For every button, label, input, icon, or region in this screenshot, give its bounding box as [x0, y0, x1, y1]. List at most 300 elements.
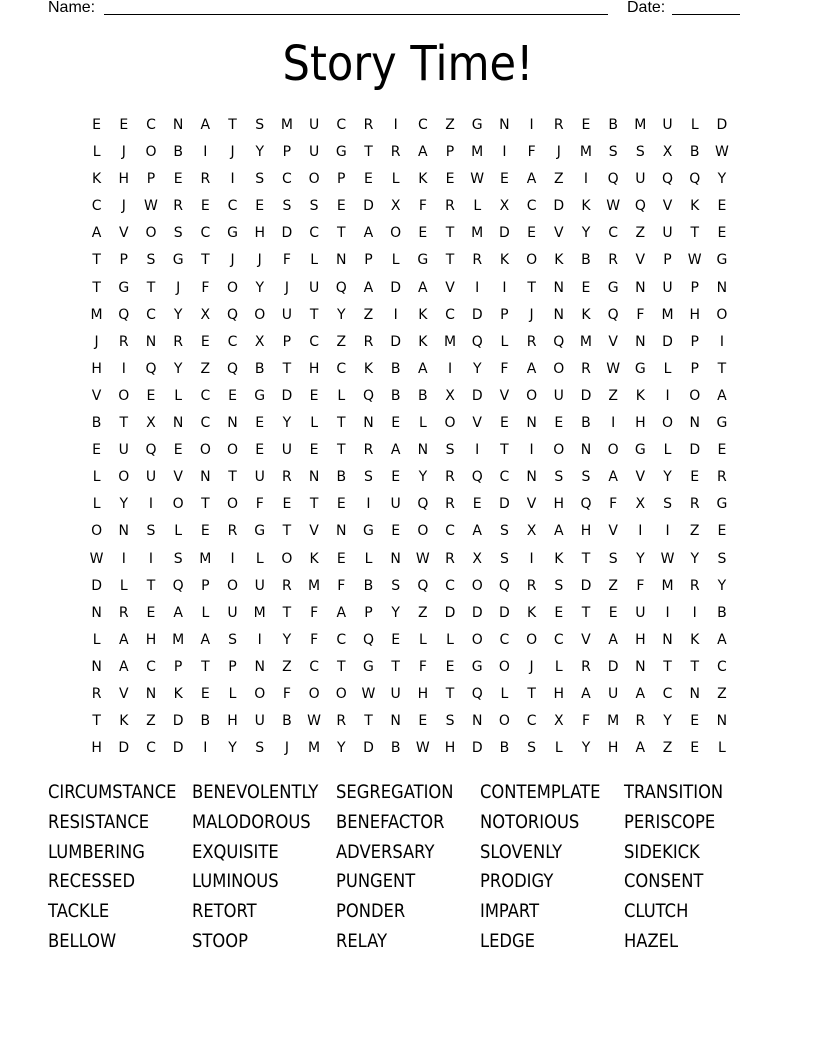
grid-letter[interactable]: N	[716, 713, 728, 730]
grid-letter[interactable]: Y	[663, 713, 672, 730]
grid-letter[interactable]: T	[391, 658, 400, 675]
grid-letter[interactable]: R	[118, 333, 129, 350]
grid-letter[interactable]: T	[445, 225, 455, 242]
grid-letter[interactable]: C	[445, 577, 455, 594]
grid-letter[interactable]: G	[716, 496, 728, 513]
grid-letter[interactable]: Q	[580, 496, 592, 513]
grid-letter[interactable]: C	[200, 225, 211, 242]
grid-letter[interactable]: A	[472, 523, 482, 540]
grid-letter[interactable]: S	[499, 550, 509, 567]
grid-letter[interactable]: S	[581, 469, 591, 486]
grid-letter[interactable]: Q	[689, 171, 701, 188]
grid-letter[interactable]: R	[635, 713, 646, 730]
grid-letter[interactable]: N	[91, 658, 102, 675]
grid-letter[interactable]: A	[553, 523, 564, 540]
grid-letter[interactable]: A	[418, 144, 428, 161]
grid-letter[interactable]: H	[553, 685, 565, 702]
grid-letter[interactable]: B	[200, 713, 211, 730]
grid-letter[interactable]: Z	[635, 225, 646, 242]
grid-letter[interactable]: Z	[662, 740, 673, 757]
grid-letter[interactable]: V	[635, 469, 646, 486]
grid-letter[interactable]: D	[499, 496, 510, 513]
grid-letter[interactable]: R	[173, 198, 184, 215]
grid-letter[interactable]: E	[146, 387, 156, 404]
grid-letter[interactable]: E	[309, 442, 319, 459]
grid-letter[interactable]: I	[148, 496, 154, 513]
grid-letter[interactable]: P	[282, 144, 292, 161]
grid-letter[interactable]: K	[635, 387, 645, 404]
grid-letter[interactable]: W	[687, 252, 702, 269]
grid-letter[interactable]: D	[471, 306, 483, 323]
grid-letter[interactable]: A	[173, 604, 183, 621]
grid-letter[interactable]: N	[689, 685, 700, 702]
grid-letter[interactable]: L	[119, 577, 128, 594]
grid-letter[interactable]: M	[308, 740, 321, 757]
grid-letter[interactable]: E	[391, 631, 401, 648]
grid-letter[interactable]: F	[310, 631, 319, 648]
grid-letter[interactable]: H	[635, 415, 646, 432]
grid-letter[interactable]: P	[337, 171, 346, 188]
grid-letter[interactable]: E	[690, 713, 700, 730]
grid-letter[interactable]: E	[499, 171, 509, 188]
grid-letter[interactable]: U	[145, 469, 157, 486]
grid-letter[interactable]: S	[608, 144, 618, 161]
grid-letter[interactable]: J	[121, 198, 126, 215]
grid-letter[interactable]: Q	[662, 171, 674, 188]
grid-letter[interactable]: K	[363, 360, 374, 377]
grid-letter[interactable]: T	[445, 685, 455, 702]
grid-letter[interactable]: O	[716, 306, 728, 323]
grid-letter[interactable]: N	[716, 279, 728, 296]
grid-letter[interactable]: J	[94, 333, 99, 350]
grid-letter[interactable]: I	[203, 740, 208, 757]
grid-letter[interactable]: N	[227, 415, 238, 432]
grid-letter[interactable]: G	[634, 442, 646, 459]
grid-letter[interactable]: H	[553, 496, 565, 513]
grid-letter[interactable]: A	[608, 469, 618, 486]
grid-letter[interactable]: G	[335, 144, 347, 161]
grid-letter[interactable]: T	[337, 415, 346, 432]
grid-letter[interactable]: Q	[471, 685, 483, 702]
grid-letter[interactable]: C	[499, 469, 510, 486]
grid-letter[interactable]: C	[662, 685, 673, 702]
grid-letter[interactable]: V	[635, 252, 646, 269]
grid-letter[interactable]: M	[607, 713, 620, 730]
grid-letter[interactable]: E	[717, 225, 727, 242]
grid-letter[interactable]: L	[500, 333, 509, 350]
grid-letter[interactable]: D	[471, 740, 483, 757]
grid-letter[interactable]: R	[689, 496, 700, 513]
grid-letter[interactable]: I	[583, 171, 589, 188]
grid-letter[interactable]: T	[228, 117, 237, 133]
grid-letter[interactable]: E	[581, 279, 591, 296]
grid-letter[interactable]: Y	[255, 279, 264, 296]
grid-letter[interactable]: N	[145, 685, 157, 702]
grid-letter[interactable]: R	[445, 198, 455, 215]
grid-letter[interactable]: T	[309, 496, 319, 513]
grid-letter[interactable]: O	[526, 252, 538, 269]
grid-letter[interactable]: A	[635, 685, 646, 702]
grid-letter[interactable]: J	[176, 279, 181, 296]
grid-letter[interactable]: S	[445, 442, 455, 459]
grid-letter[interactable]: Q	[362, 631, 374, 648]
grid-letter[interactable]: L	[418, 415, 427, 432]
grid-letter[interactable]: X	[200, 306, 211, 323]
grid-letter[interactable]: C	[146, 306, 156, 323]
grid-letter[interactable]: O	[471, 577, 483, 594]
grid-letter[interactable]: I	[665, 604, 670, 621]
grid-letter[interactable]: Q	[471, 469, 483, 486]
grid-letter[interactable]: P	[690, 360, 699, 377]
grid-letter[interactable]: C	[227, 198, 238, 215]
grid-letter[interactable]: Q	[227, 306, 239, 323]
grid-letter[interactable]: T	[527, 279, 536, 296]
grid-letter[interactable]: E	[200, 198, 210, 215]
grid-letter[interactable]: M	[90, 306, 103, 323]
grid-letter[interactable]: N	[172, 117, 184, 133]
grid-letter[interactable]: Y	[173, 306, 183, 323]
grid-letter[interactable]: L	[663, 360, 672, 377]
grid-letter[interactable]: E	[554, 604, 564, 621]
grid-letter[interactable]: W	[606, 360, 621, 377]
grid-letter[interactable]: A	[608, 631, 618, 648]
grid-letter[interactable]: K	[309, 550, 319, 567]
grid-letter[interactable]: L	[554, 740, 563, 757]
grid-letter[interactable]: Y	[690, 550, 699, 567]
grid-letter[interactable]: C	[146, 740, 156, 757]
grid-letter[interactable]: I	[638, 523, 643, 540]
grid-letter[interactable]: N	[390, 550, 401, 567]
grid-letter[interactable]: Z	[200, 360, 211, 377]
grid-letter[interactable]: G	[634, 360, 646, 377]
grid-letter[interactable]: B	[608, 117, 618, 133]
grid-letter[interactable]: F	[418, 198, 427, 215]
grid-letter[interactable]: H	[254, 225, 265, 242]
grid-letter[interactable]: V	[608, 333, 618, 350]
grid-letter[interactable]: R	[608, 252, 619, 269]
grid-letter[interactable]: T	[717, 360, 727, 377]
grid-letter[interactable]: O	[308, 685, 320, 702]
grid-letter[interactable]: H	[689, 306, 700, 323]
grid-letter[interactable]: K	[581, 198, 591, 215]
grid-letter[interactable]: N	[635, 333, 646, 350]
grid-letter[interactable]: T	[201, 496, 210, 513]
grid-letter[interactable]: A	[363, 225, 374, 242]
grid-letter[interactable]: R	[390, 144, 401, 161]
grid-letter[interactable]: T	[228, 469, 237, 486]
grid-letter[interactable]: Q	[634, 198, 646, 215]
grid-letter[interactable]: A	[717, 387, 727, 404]
grid-letter[interactable]: O	[227, 442, 239, 459]
grid-letter[interactable]: O	[553, 360, 565, 377]
grid-letter[interactable]: S	[608, 550, 618, 567]
grid-letter[interactable]: D	[689, 442, 701, 459]
grid-letter[interactable]: V	[91, 387, 102, 404]
grid-letter[interactable]: G	[172, 252, 184, 269]
grid-letter[interactable]: R	[91, 685, 102, 702]
grid-letter[interactable]: W	[361, 685, 376, 702]
grid-letter[interactable]: S	[635, 144, 645, 161]
grid-letter[interactable]: H	[91, 360, 102, 377]
grid-letter[interactable]: F	[418, 658, 427, 675]
grid-letter[interactable]: J	[529, 658, 534, 675]
grid-letter[interactable]: U	[281, 306, 293, 323]
grid-letter[interactable]: S	[146, 252, 156, 269]
grid-letter[interactable]: K	[418, 171, 428, 188]
grid-letter[interactable]: E	[391, 469, 401, 486]
grid-letter[interactable]: U	[662, 225, 673, 242]
grid-letter[interactable]: E	[255, 198, 265, 215]
grid-letter[interactable]: T	[282, 604, 292, 621]
grid-letter[interactable]: D	[444, 604, 456, 621]
grid-letter[interactable]: M	[471, 225, 484, 242]
grid-letter[interactable]: U	[662, 279, 673, 296]
grid-letter[interactable]: V	[608, 523, 618, 540]
grid-letter[interactable]: E	[527, 225, 537, 242]
grid-letter[interactable]: I	[719, 333, 724, 350]
grid-letter[interactable]: J	[529, 306, 534, 323]
grid-letter[interactable]: D	[580, 387, 592, 404]
grid-letter[interactable]: C	[526, 198, 537, 215]
grid-letter[interactable]: O	[227, 577, 239, 594]
grid-letter[interactable]: E	[282, 496, 292, 513]
grid-letter[interactable]: L	[92, 144, 101, 161]
grid-letter[interactable]: I	[529, 117, 534, 133]
grid-letter[interactable]: F	[636, 577, 645, 594]
grid-letter[interactable]: O	[145, 225, 157, 242]
grid-letter[interactable]: D	[91, 577, 102, 594]
grid-letter[interactable]: S	[255, 740, 265, 757]
grid-letter[interactable]: R	[553, 117, 564, 133]
grid-letter[interactable]: G	[471, 658, 483, 675]
grid-letter[interactable]: P	[119, 252, 128, 269]
grid-letter[interactable]: P	[690, 333, 699, 350]
grid-letter[interactable]: X	[526, 523, 537, 540]
grid-letter[interactable]: W	[714, 144, 729, 161]
grid-letter[interactable]: D	[390, 333, 402, 350]
grid-letter[interactable]: E	[336, 550, 346, 567]
grid-letter[interactable]: I	[121, 360, 126, 377]
grid-letter[interactable]: A	[363, 279, 374, 296]
grid-letter[interactable]: S	[309, 198, 319, 215]
grid-letter[interactable]: I	[257, 631, 262, 648]
grid-letter[interactable]: R	[445, 550, 455, 567]
grid-letter[interactable]: X	[472, 550, 483, 567]
grid-letter[interactable]: U	[308, 144, 320, 161]
grid-letter[interactable]: P	[364, 252, 373, 269]
grid-letter[interactable]: Q	[553, 333, 565, 350]
grid-letter[interactable]: D	[281, 387, 293, 404]
grid-letter[interactable]: L	[255, 550, 264, 567]
grid-letter[interactable]: F	[500, 360, 509, 377]
grid-letter[interactable]: B	[254, 360, 265, 377]
grid-letter[interactable]: U	[553, 387, 564, 404]
grid-letter[interactable]: Q	[227, 360, 239, 377]
grid-letter[interactable]: L	[201, 604, 210, 621]
grid-letter[interactable]: K	[581, 306, 591, 323]
grid-letter[interactable]: E	[418, 225, 428, 242]
grid-letter[interactable]: U	[635, 604, 646, 621]
grid-letter[interactable]: Z	[282, 658, 292, 675]
grid-letter[interactable]: Z	[363, 306, 374, 323]
grid-letter[interactable]: F	[636, 306, 645, 323]
grid-letter[interactable]: R	[581, 360, 591, 377]
grid-letter[interactable]: K	[119, 713, 129, 730]
grid-letter[interactable]: B	[91, 415, 102, 432]
grid-letter[interactable]: N	[471, 713, 483, 730]
grid-letter[interactable]: T	[119, 415, 129, 432]
grid-letter[interactable]: L	[690, 117, 699, 133]
grid-letter[interactable]: J	[230, 144, 235, 161]
grid-letter[interactable]: E	[391, 523, 401, 540]
grid-letter[interactable]: E	[608, 604, 618, 621]
grid-letter[interactable]: G	[417, 252, 429, 269]
grid-letter[interactable]: P	[364, 604, 373, 621]
grid-letter[interactable]: E	[554, 415, 564, 432]
grid-letter[interactable]: U	[390, 496, 401, 513]
grid-letter[interactable]: S	[255, 117, 265, 133]
grid-letter[interactable]: E	[309, 387, 319, 404]
grid-letter[interactable]: C	[445, 306, 455, 323]
grid-letter[interactable]: X	[390, 198, 401, 215]
grid-letter[interactable]: W	[660, 550, 675, 567]
grid-letter[interactable]: R	[717, 469, 727, 486]
grid-letter[interactable]: L	[663, 442, 672, 459]
grid-letter[interactable]: O	[227, 496, 239, 513]
grid-letter[interactable]: D	[363, 198, 374, 215]
grid-letter[interactable]: S	[173, 225, 183, 242]
grid-letter[interactable]: W	[606, 198, 621, 215]
grid-letter[interactable]: L	[228, 685, 237, 702]
grid-letter[interactable]: E	[472, 496, 482, 513]
grid-letter[interactable]: O	[498, 713, 510, 730]
grid-letter[interactable]: E	[228, 387, 237, 404]
grid-letter[interactable]: A	[91, 225, 102, 242]
grid-letter[interactable]: Q	[417, 496, 429, 513]
grid-letter[interactable]: M	[253, 604, 266, 621]
grid-letter[interactable]: B	[717, 604, 727, 621]
grid-letter[interactable]: N	[662, 631, 673, 648]
grid-letter[interactable]: R	[200, 171, 211, 188]
grid-letter[interactable]: P	[146, 171, 156, 188]
grid-letter[interactable]: C	[717, 658, 727, 675]
grid-letter[interactable]: U	[281, 442, 293, 459]
grid-letter[interactable]: E	[119, 117, 129, 133]
grid-letter[interactable]: B	[173, 144, 183, 161]
grid-letter[interactable]: D	[281, 225, 293, 242]
grid-letter[interactable]: L	[337, 387, 346, 404]
grid-letter[interactable]: K	[527, 604, 537, 621]
grid-letter[interactable]: O	[526, 387, 538, 404]
grid-letter[interactable]: O	[390, 225, 402, 242]
grid-letter[interactable]: T	[201, 252, 210, 269]
grid-letter[interactable]: O	[689, 387, 701, 404]
grid-letter[interactable]: Z	[553, 171, 564, 188]
grid-letter[interactable]: I	[502, 279, 507, 296]
grid-letter[interactable]: U	[390, 685, 401, 702]
grid-letter[interactable]: W	[307, 713, 322, 730]
grid-letter[interactable]: T	[581, 604, 591, 621]
grid-letter[interactable]: D	[471, 387, 483, 404]
grid-letter[interactable]: M	[661, 306, 674, 323]
grid-letter[interactable]: K	[173, 685, 183, 702]
grid-letter[interactable]: W	[470, 171, 485, 188]
grid-letter[interactable]: P	[500, 306, 509, 323]
grid-letter[interactable]: C	[309, 333, 319, 350]
grid-letter[interactable]: T	[500, 442, 509, 459]
grid-letter[interactable]: Q	[607, 306, 619, 323]
grid-letter[interactable]: B	[581, 252, 591, 269]
grid-letter[interactable]: K	[418, 333, 428, 350]
grid-letter[interactable]: E	[255, 415, 265, 432]
grid-letter[interactable]: S	[445, 713, 455, 730]
grid-letter[interactable]: L	[174, 523, 183, 540]
grid-letter[interactable]: V	[118, 685, 129, 702]
grid-letter[interactable]: Y	[282, 631, 292, 648]
grid-letter[interactable]: E	[499, 415, 509, 432]
grid-letter[interactable]: M	[199, 550, 212, 567]
grid-letter[interactable]: A	[118, 631, 129, 648]
grid-letter[interactable]: D	[172, 713, 184, 730]
grid-letter[interactable]: O	[199, 442, 211, 459]
grid-letter[interactable]: N	[308, 469, 320, 486]
grid-letter[interactable]: R	[363, 333, 374, 350]
grid-letter[interactable]: K	[554, 252, 564, 269]
grid-letter[interactable]: Q	[145, 442, 157, 459]
grid-letter[interactable]: S	[554, 577, 564, 594]
grid-letter[interactable]: D	[172, 740, 184, 757]
grid-letter[interactable]: Z	[445, 117, 455, 133]
grid-letter[interactable]: E	[717, 442, 727, 459]
grid-letter[interactable]: G	[227, 225, 238, 242]
grid-letter[interactable]: S	[663, 496, 672, 513]
grid-letter[interactable]: E	[581, 117, 591, 133]
grid-letter[interactable]: I	[121, 550, 126, 567]
grid-letter[interactable]: O	[227, 279, 239, 296]
grid-letter[interactable]: O	[118, 387, 130, 404]
grid-letter[interactable]: V	[526, 496, 537, 513]
grid-letter[interactable]: N	[363, 415, 374, 432]
grid-letter[interactable]: C	[146, 117, 156, 133]
grid-letter[interactable]: O	[444, 415, 456, 432]
grid-letter[interactable]: T	[690, 225, 699, 242]
grid-letter[interactable]: K	[554, 550, 564, 567]
grid-letter[interactable]: J	[556, 144, 561, 161]
grid-letter[interactable]: I	[611, 415, 616, 432]
grid-letter[interactable]: T	[201, 658, 210, 675]
grid-letter[interactable]: H	[118, 171, 130, 188]
name-blank-line[interactable]	[104, 14, 608, 15]
grid-letter[interactable]: C	[336, 631, 347, 648]
grid-letter[interactable]: U	[608, 685, 619, 702]
grid-letter[interactable]: N	[526, 415, 537, 432]
grid-letter[interactable]: F	[527, 144, 536, 161]
grid-letter[interactable]: W	[89, 550, 104, 567]
grid-letter[interactable]: Y	[717, 171, 727, 188]
grid-letter[interactable]: D	[499, 604, 510, 621]
grid-letter[interactable]: T	[282, 360, 292, 377]
grid-letter[interactable]: T	[663, 658, 672, 675]
grid-letter[interactable]: W	[415, 550, 430, 567]
grid-letter[interactable]: M	[579, 144, 593, 161]
grid-letter[interactable]: E	[200, 523, 210, 540]
grid-letter[interactable]: G	[118, 279, 130, 296]
grid-letter[interactable]: Q	[417, 577, 429, 594]
grid-letter[interactable]: N	[91, 604, 102, 621]
grid-letter[interactable]: C	[91, 198, 102, 215]
grid-letter[interactable]: E	[146, 604, 156, 621]
grid-letter[interactable]: T	[309, 306, 319, 323]
